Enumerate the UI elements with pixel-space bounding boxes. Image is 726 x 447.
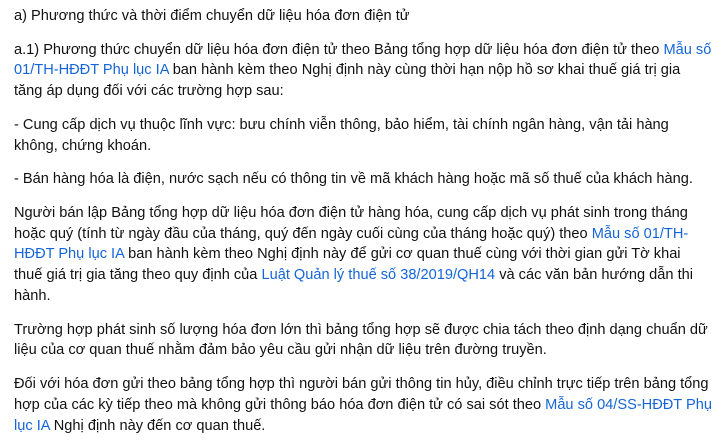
document-text: và các văn bản hướng dẫn thi hành. [14, 267, 693, 304]
para-bullet-2 [14, 169, 712, 190]
para-bullet-1 [14, 115, 712, 156]
document-text: a) Phương thức và thời điểm chuyển dữ liệu hóa đơn điện tử [14, 8, 410, 24]
document-link[interactable]: Luật Quản lý thuế số 38/2019/QH14 [261, 267, 496, 284]
para-adjust [14, 374, 712, 436]
document-text: Trường hợp phát sinh số lượng hóa đơn lớn thì bảng tổng hợp sẽ được chia tách theo định dạng chuẩn dữ liệu của cơ quan thuế nhằm đảm bảo yêu cầu gửi nhận dữ liệu trên đường truyền. [14, 321, 708, 359]
document-link[interactable]: Mẫu số 01/TH-HĐĐT Phụ lục IA [14, 225, 689, 263]
document-text: Nghị định này đến cơ quan thuế. [49, 417, 266, 434]
paragraph-list [14, 6, 712, 436]
document-text: - Bán hàng hóa là điện, nước sạch nếu có thông tin về mã khách hàng hoặc mã số thuế của khách hàng. [14, 171, 693, 188]
document-text: Đối với hóa đơn gửi theo bảng tổng hợp thì người bán gửi thông tin hủy, điều chỉnh trực tiếp trên bảng tổng hợp của các kỳ tiếp theo mà không gửi thông báo hóa đơn điện tử có sai sót theo [14, 376, 709, 413]
heading-a [14, 6, 712, 27]
document-link[interactable]: Mẫu số 04/SS-HĐĐT Phụ lục IA [14, 396, 712, 434]
document-text: a.1) Phương thức chuyển dữ liệu hóa đơn điện tử theo Bảng tổng hợp dữ liệu hóa đơn điện tử theo [14, 41, 664, 58]
document-text: Người bán lập Bảng tổng hợp dữ liệu hóa đơn điện tử hàng hóa, cung cấp dịch vụ phát sinh trong tháng hoặc quý (tính từ ngày đầu của tháng, quý đến ngày cuối cùng của tháng hoặc quý) theo [14, 205, 688, 242]
document-text: ban hành kèm theo Nghị định này cùng thời hạn nộp hồ sơ khai thuế giá trị gia tăng áp dụng đối với các trường hợp sau: [14, 62, 681, 100]
document-text: ban hành kèm theo Nghị định này để gửi cơ quan thuế cùng với thời gian gửi Tờ khai thuế giá trị gia tăng theo quy định của [14, 246, 681, 284]
para-large-volume [14, 320, 712, 361]
para-a1 [14, 40, 712, 102]
document-text: - Cung cấp dịch vụ thuộc lĩnh vực: bưu chính viễn thông, bảo hiểm, tài chính ngân hàng, vận tải hàng không, chứng khoán. [14, 116, 669, 154]
document-link[interactable]: Mẫu số 01/TH-HĐĐT Phụ lục IA [14, 41, 712, 79]
para-seller [14, 203, 712, 307]
